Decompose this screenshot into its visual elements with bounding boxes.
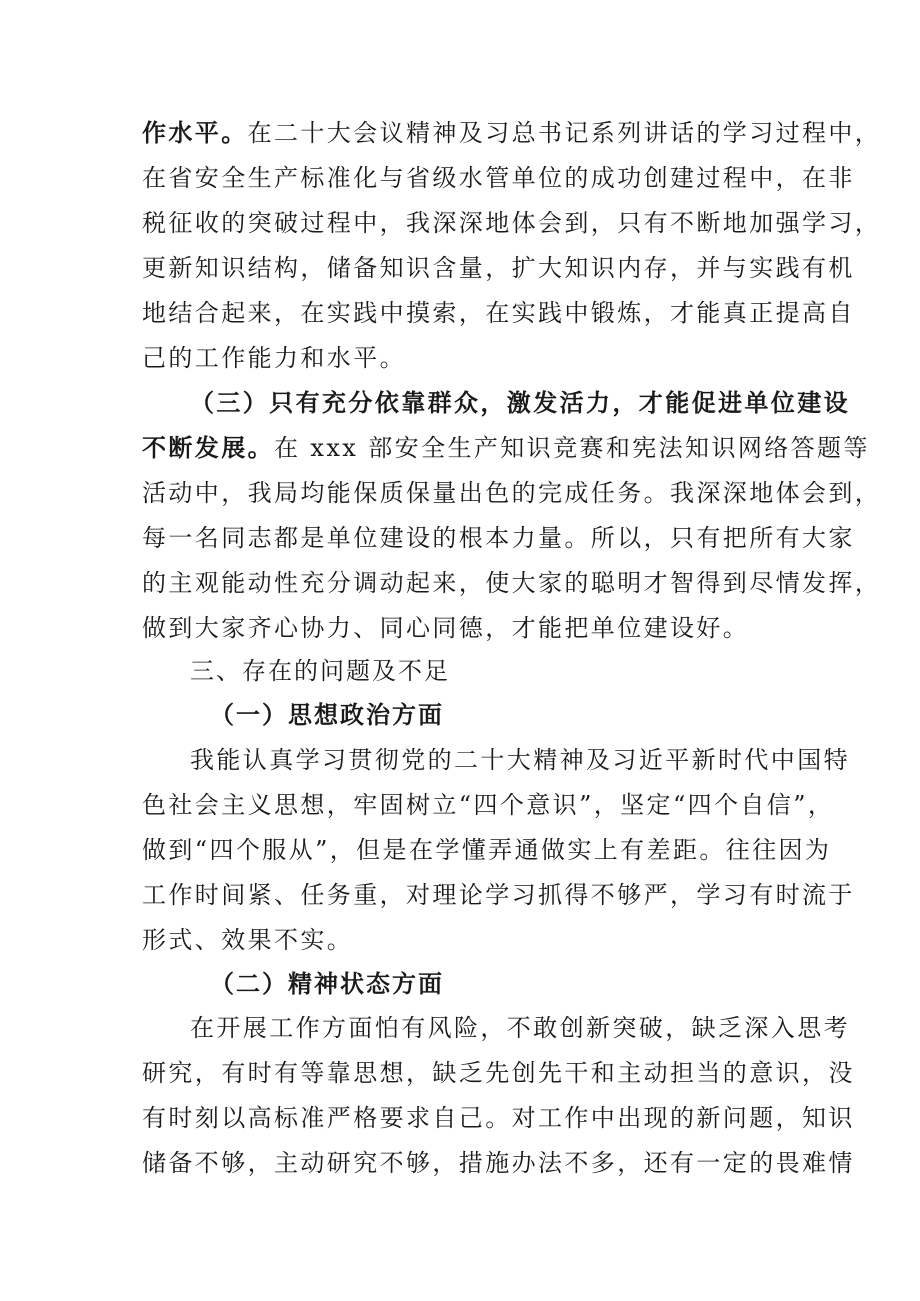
para-c-line-1: 我能认真学习贯彻党的二十大精神及习近平新时代中国特 [190,746,850,774]
para-a-bold-lead: 作水平。 [142,118,248,147]
para-a-line-1 [142,118,882,148]
para-d-line-3: 有时刻以高标准严格要求自己。对工作中出现的新问题，知识 [142,1104,855,1132]
section-3-heading: 三、存在的问题及不足 [190,657,450,685]
para-a-line-5: 地结合起来，在实践中摸索，在实践中锻炼，才能真正提高自 [142,299,855,327]
para-b-line-4: 每一名同志都是单位建设的根本力量。所以，只有把所有大家 [142,524,855,552]
para-c-line-4: 工作时间紧、任务重，对理论学习抓得不够严，学习有时流于 [142,881,855,909]
sub-1-heading: （一）思想政治方面 [210,701,444,729]
para-c-line-3: 做到“四个服从”，但是在学懂弄通做实上有差距。往往因为 [142,836,832,864]
sub-2-heading: （二）精神状态方面 [210,970,444,998]
para-a-line-1-text: 在二十大会议精神及习总书记系列讲话的学习过程中， [247,119,882,147]
para-d-line-2: 研究，有时有等靠思想，缺乏先创先干和主动担当的意识，没 [142,1059,855,1087]
para-c-line-2: 色社会主义思想，牢固树立“四个意识”，坚定“四个自信”， [142,791,835,819]
para-b-bold-lead: 不断发展。 [142,433,274,462]
para-b-line-3: 活动中，我局均能保质保量出色的完成任务。我深深地体会到， [142,479,882,507]
para-b-line-2-text: 在 xxx 部安全生产知识竞赛和宪法知识网络答题等 [274,434,870,462]
para-d-line-4: 储备不够，主动研究不够，措施办法不多，还有一定的畏难情 [142,1149,855,1177]
para-a-line-3: 税征收的突破过程中，我深深地体会到，只有不断地加强学习， [142,209,882,237]
para-d-line-1: 在开展工作方面怕有风险，不敢创新突破，缺乏深入思考 [190,1014,850,1042]
para-c-line-5: 形式、效果不实。 [142,926,354,954]
para-a-line-4: 更新知识结构，储备知识含量，扩大知识内存，并与实践有机 [142,254,855,282]
para-a-line-2: 在省安全生产标准化与省级水管单位的成功创建过程中，在非 [142,164,855,192]
para-a-line-6: 己的工作能力和水平。 [142,344,406,372]
para-b-line-5: 的主观能动性充分调动起来，使大家的聪明才智得到尽情发挥， [142,569,882,597]
para-b-line-2 [142,433,870,463]
para-b-line-6: 做到大家齐心协力、同心同德，才能把单位建设好。 [142,614,750,642]
para-b-heading-line-1: （三）只有充分依靠群众，激发活力，才能促进单位建设 [190,388,850,417]
